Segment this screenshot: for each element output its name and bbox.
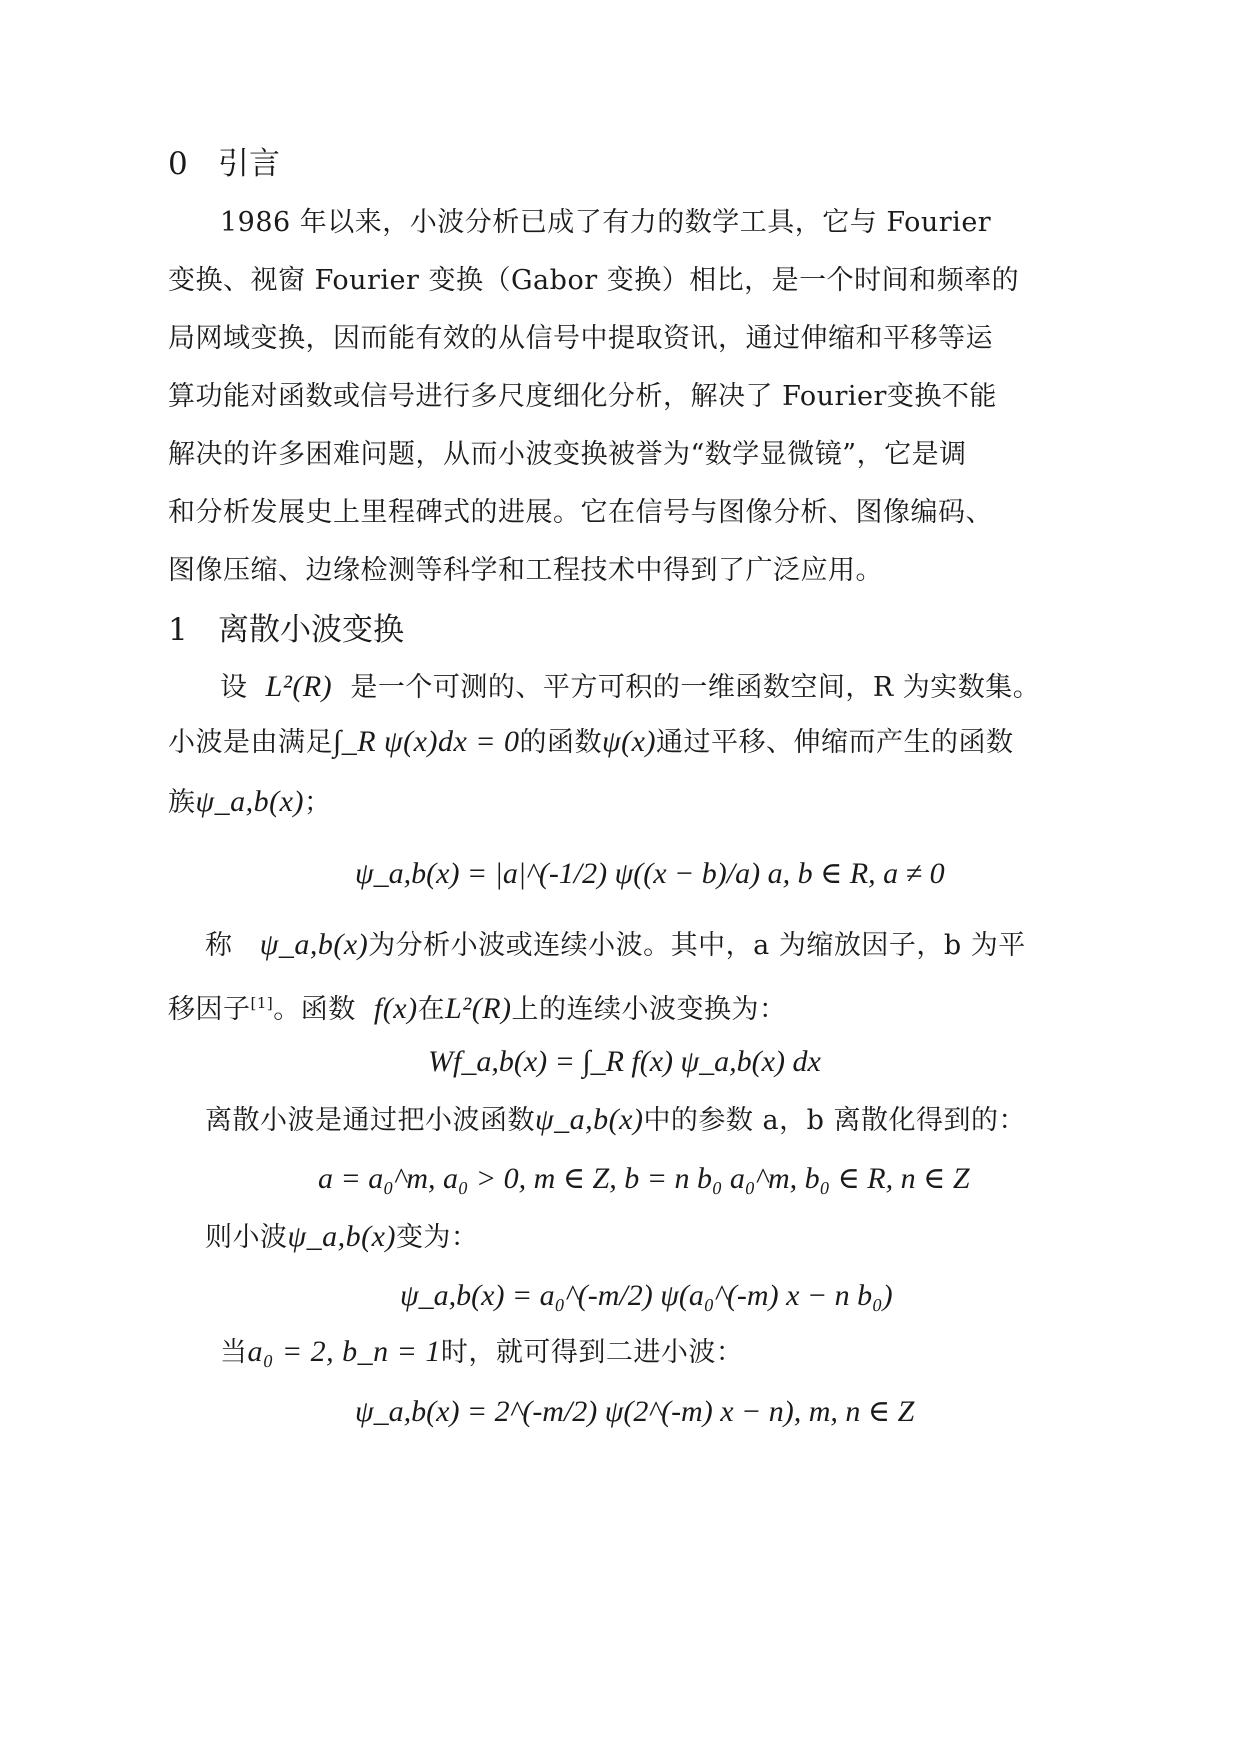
equation-wavelet-family: ψ_a,b(x) = |a|^(-1/2) ψ((x − b)/a) a, b ∈ R, a ≠ 0 (355, 857, 945, 890)
section-heading-1 (168, 608, 404, 652)
math-inline: ∫_R ψ(x)dx = 0 (333, 725, 520, 758)
math-inline: a₀ = 2, b_n = 1 (247, 1335, 441, 1368)
equation-continuous-transform: Wf_a,b(x) = ∫_R f(x) ψ_a,b(x) dx (428, 1045, 821, 1078)
math-inline: ψ_a,b(x) (259, 928, 369, 961)
section-title: 引言 (218, 146, 280, 182)
equation-dyadic-wavelet: ψ_a,b(x) = 2^(-m/2) ψ(2^(-m) x − n), m, n ∈ Z (355, 1395, 915, 1428)
paragraph-line: 局网域变换，因而能有效的从信号中提取资讯，通过伸缩和平移等运 (168, 323, 993, 354)
paragraph-line: 算功能对函数或信号进行多尺度细化分析，解决了 Fourier变换不能 (168, 381, 997, 412)
math-inline: ψ_a,b(x) (287, 1220, 396, 1253)
paragraph-line: 称 ψ_a,b(x)为分析小波或连续小波。其中，a 为缩放因子，b 为平 (205, 928, 1026, 961)
paragraph-line: 和分析发展史上里程碑式的进展。它在信号与图像分析、图像编码、 (168, 497, 993, 528)
citation: [1] (250, 994, 274, 1012)
section-heading-0 (168, 142, 280, 186)
section-title: 离散小波变换 (218, 612, 404, 648)
math-inline: L²(R) (265, 670, 333, 703)
paragraph-line: 当a₀ = 2, b_n = 1时，就可得到二进小波： (220, 1335, 744, 1368)
paragraph-line: 则小波ψ_a,b(x)变为： (205, 1220, 479, 1253)
paragraph-line: 解决的许多困难问题，从而小波变换被誉为“数学显微镜”，它是调 (168, 439, 967, 470)
math-inline: ψ_a,b(x) (535, 1103, 644, 1136)
math-inline: ψ(x) (602, 725, 656, 758)
math-inline: f(x) (373, 992, 418, 1025)
section-number: 1 (168, 612, 188, 648)
equation-discretization: a = a₀^m, a₀ > 0, m ∈ Z, b = n b₀ a₀^m, b₀ ∈ R, n ∈ Z (318, 1162, 970, 1195)
paragraph-line: 移因子[1]。函数 f(x)在L²(R)上的连续小波变换为： (168, 992, 787, 1025)
paragraph-line: 设 L²(R) 是一个可测的、平方可积的一维函数空间，R 为实数集。 (220, 670, 1041, 703)
paragraph-line: 变换、视窗 Fourier 变换（Gabor 变换）相比，是一个时间和频率的 (168, 265, 1020, 296)
paragraph-line: 1986 年以来，小波分析已成了有力的数学工具，它与 Fourier (220, 207, 992, 238)
equation-discrete-wavelet: ψ_a,b(x) = a₀^(-m/2) ψ(a₀^(-m) x − n b₀) (400, 1279, 893, 1312)
section-number: 0 (168, 146, 188, 182)
paragraph-line: 族ψ_a,b(x)； (168, 785, 332, 818)
paragraph-line: 小波是由满足∫_R ψ(x)dx = 0的函数ψ(x)通过平移、伸缩而产生的函数 (168, 725, 1014, 758)
paragraph-line: 离散小波是通过把小波函数ψ_a,b(x)中的参数 a，b 离散化得到的： (205, 1103, 1026, 1136)
math-inline: L²(R) (445, 992, 512, 1025)
paragraph-line: 图像压缩、边缘检测等科学和工程技术中得到了广泛应用。 (168, 555, 883, 586)
math-inline: ψ_a,b(x) (195, 785, 304, 818)
